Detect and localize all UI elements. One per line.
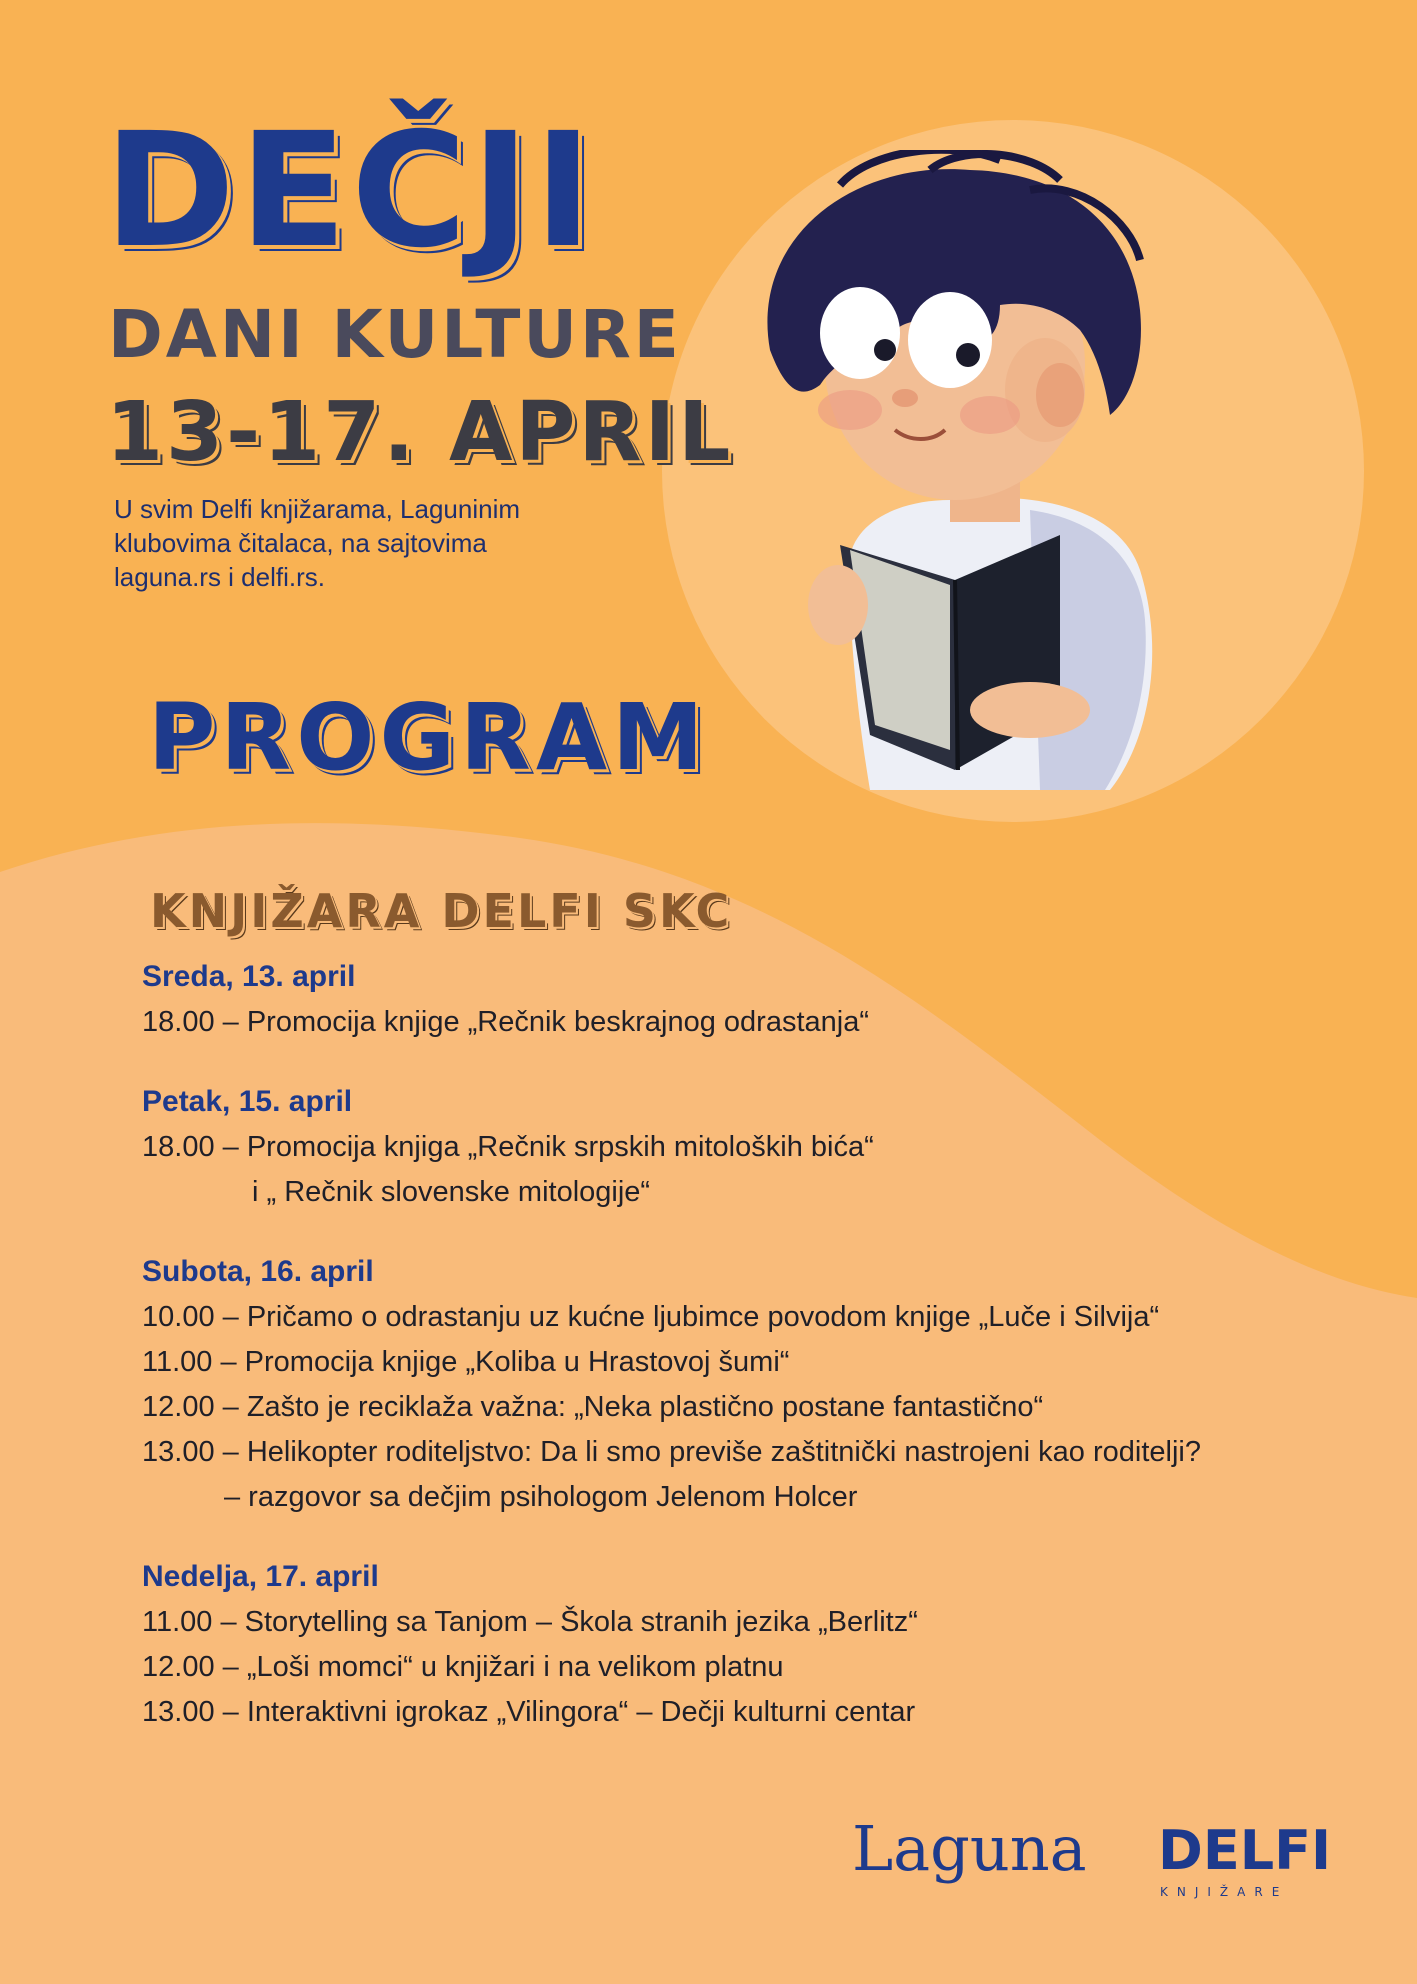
- venue-title: KNJIŽARA DELFI SKC: [150, 884, 733, 938]
- event-continuation: – razgovor sa dečjim psihologom Jelenom Holcer: [224, 1481, 858, 1513]
- title-decji: DEČJI: [104, 99, 597, 283]
- event-item: 12.00 – „Loši momci“ u knjižari i na velikom platnu: [142, 1651, 784, 1683]
- boy-reading-illustration: [700, 150, 1260, 790]
- day-title: Nedelja, 17. april: [142, 1560, 379, 1593]
- event-dates: 13-17. APRIL: [106, 385, 734, 480]
- program-heading: PROGRAM: [148, 684, 709, 791]
- event-item: 13.00 – Interaktivni igrokaz „Vilingora“ – Dečji kulturni centar: [142, 1696, 916, 1728]
- day-block: [142, 1554, 1362, 1735]
- event-item: 11.00 – Promocija knjige „Koliba u Hrastovoj šumi“: [142, 1346, 790, 1378]
- event-item: 11.00 – Storytelling sa Tanjom – Škola stranih jezika „Berlitz“: [142, 1606, 918, 1638]
- intro-text: U svim Delfi knjižarama, Laguninim klubovima čitalaca, na sajtovima laguna.rs i delfi.rs.: [114, 494, 521, 592]
- day-title: Sreda, 13. april: [142, 960, 356, 993]
- schedule: [142, 954, 1362, 1769]
- day-title: Subota, 16. april: [142, 1255, 374, 1288]
- title-dani-kulture: DANI KULTURE: [108, 296, 682, 373]
- event-item: 10.00 – Pričamo o odrastanju uz kućne ljubimce povodom knjige „Luče i Silvija“: [142, 1301, 1160, 1333]
- event-item: 12.00 – Zašto je reciklaža važna: „Neka plastično postane fantastično“: [142, 1391, 1044, 1423]
- event-item: 18.00 – Promocija knjiga „Rečnik srpskih mitoloških bića“: [142, 1131, 874, 1163]
- event-item: 18.00 – Promocija knjige „Rečnik beskrajnog odrastanja“: [142, 1006, 869, 1038]
- delfi-logo-subtitle: KNJIŽARE: [1160, 1885, 1289, 1899]
- event-continuation: i „ Rečnik slovenske mitologije“: [252, 1176, 651, 1208]
- delfi-logo: DELFI: [1158, 1819, 1332, 1882]
- day-block: [142, 1249, 1362, 1520]
- day-title: Petak, 15. april: [142, 1085, 353, 1118]
- day-block: [142, 954, 1362, 1045]
- laguna-logo: Laguna: [852, 1812, 1087, 1885]
- event-item: 13.00 – Helikopter roditeljstvo: Da li smo previše zaštitnički nastrojeni kao roditelji?: [142, 1436, 1201, 1468]
- day-block: [142, 1079, 1362, 1215]
